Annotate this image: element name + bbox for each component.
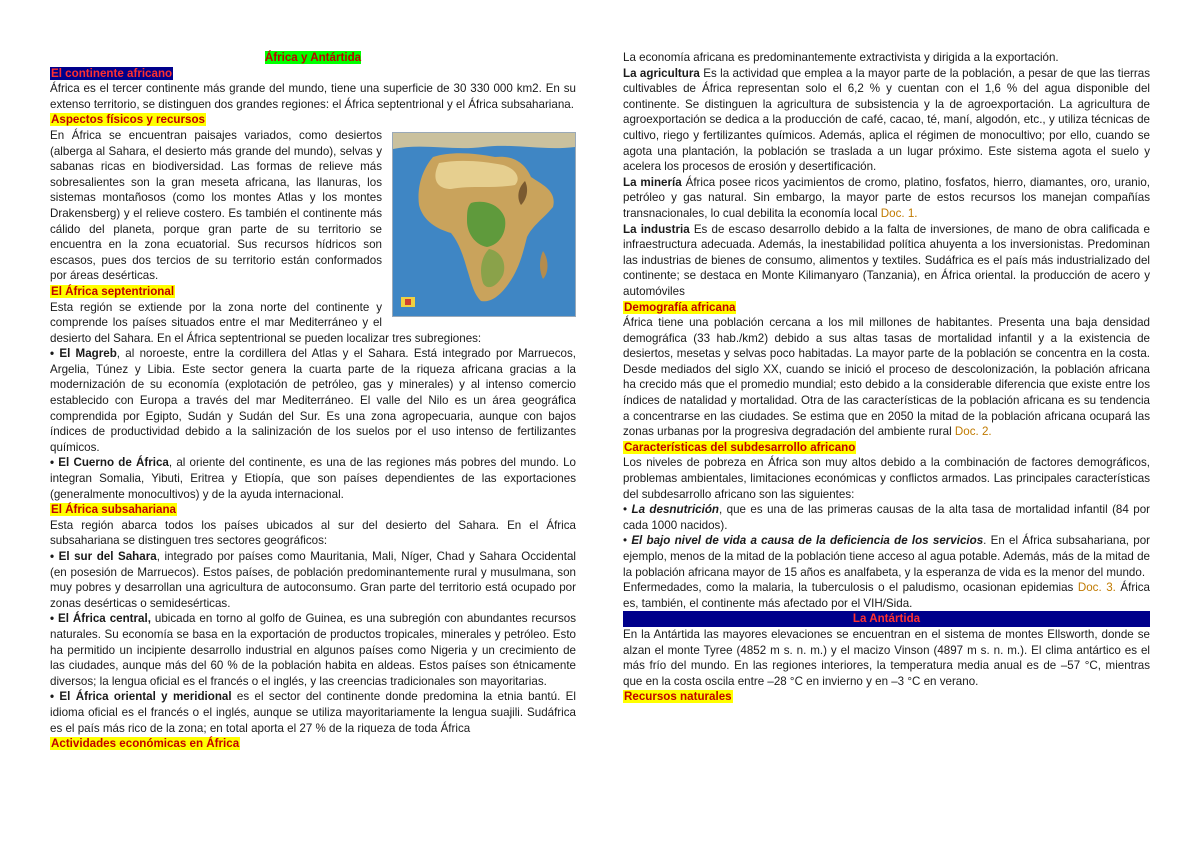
heading-aspectos: Aspectos físicos y recursos — [51, 113, 206, 127]
paragraph-enfermedades: Enfermedades, como la malaria, la tuberculosis o el paludismo, ocasionan epidemias Doc. 3. África es, también, el continente más afectado por el VIH/Sida. — [623, 581, 1151, 610]
paragraph-mineria: La minería África posee ricos yacimientos de cromo, platino, fosfatos, hierro, diamantes, oro, uranio, petróleo y gas natural. Sin embargo, la mayor parte de estos recursos los manejan compañías transnacionales, lo cual debilita la economía local Doc. 1. — [623, 175, 1150, 220]
heading-recursos: Recursos naturales — [624, 690, 732, 704]
list-item: • El África central, ubicada en torno al golfo de Guinea, es una subregión con abundantes recursos naturales. Su economía se basa en la exportación de productos tropicales, minerales y petróleo. Esto ha permitido un incipiente desarrollo industrial en algunos países como Nigeria y un crecimiento de las ciudades, aunque más del 60 % de la población habita en aldeas. Estos países son étnicamente diversos; la lengua oficial es el francés o el inglés, y las creencias tradicionales son mayoritarias. — [50, 612, 577, 688]
title-block — [50, 50, 576, 66]
list-item: • El sur del Sahara, integrado por países como Mauritania, Mali, Níger, Chad y Sahara Occidental (en posesión de Marruecos). Estos países, de población predominantemente rural y musulmana, son muy pobres y desarrollan una agricultura de autoconsumo. Gran parte del territorio está ocupado por zonas desérticas o semidesérticas. — [50, 550, 576, 610]
heading-actividades: Actividades económicas en África — [51, 737, 240, 751]
doc-reference: Doc. 2. — [954, 425, 992, 439]
left-column — [50, 50, 576, 752]
paragraph-subdesarrollo: Los niveles de pobreza en África son muy altos debido a la combinación de factores demográficos, problemas ambientales, limitaciones económicas y conflictos armados. Las principales características del subdesarrollo africano son las siguientes: — [623, 456, 1150, 501]
heading-subdesarrollo: Características del subdesarrollo africano — [624, 440, 856, 454]
paragraph-economia: La economía africana es predominantemente extractivista y dirigida a la exportación. — [623, 51, 1059, 64]
list-item: • La desnutrición, que es una de las primeras causas de la alta tasa de mortalidad infantil (84 por cada 1000 nacidos). — [623, 503, 1150, 532]
list-item: • El África oriental y meridional es el sector del continente donde predomina la etnia bantú. El idioma oficial es el francés o el inglés, aunque se utiliza mayoritariamente la lengua suajili. Sudáfrica es el país más rico de la zona; en total aporta el 27 % de la riqueza de toda África — [50, 690, 576, 735]
paragraph-intro: África es el tercer continente más grande del mundo, tiene una superficie de 30 330 000 km2. En su extenso territorio, se distinguen dos grandes regiones: el África septentrional y el África subsahariana. — [50, 82, 576, 111]
doc-reference: Doc. 3. — [1077, 581, 1116, 595]
list-item: • El bajo nivel de vida a causa de la deficiencia de los servicios. En el África subsahariana, por ejemplo, menos de la mitad de la población tiene acceso al agua potable. Además, más de la mitad de la población africana mayor de 15 años es analfabeta, y la esperanza de vida es la menor del mundo. — [623, 534, 1151, 579]
heading-antartida: La Antártida — [623, 611, 1150, 627]
document-title: África y Antártida — [264, 51, 362, 64]
heading-septentrional: El África septentrional — [51, 284, 175, 298]
list-item: • El Magreb, al noroeste, entre la cordillera del Atlas y el Sahara. Está integrado por Marruecos, Argelia, Túnez y Libia. Este sector genera la cuarta parte de la riqueza africana gracias a la modernización de su economía (explotación de petróleo, gas y minerales) y al intenso comercio establecido con Europa a través del mar Mediterráneo. El valle del Nilo es un área geográfica comprendida por Egipto, Sudán y Sudán del Sur. Es una zona agropecuaria, aunque con bajos índices de productividad debido a la salinización de los suelos por el uso intenso de fertilizantes químicos. — [50, 347, 576, 454]
paragraph-agricultura: La agricultura Es la actividad que emplea a la mayor parte de la población, a pesar de que las tierras cultivables de África representan solo el 6,2 % y cuentan con el 1,6 % del agua disponible del continente. Se distinguen la agricultura de subsistencia y la de agroexportación. La agricultura de agroexportación se dedica a la producción de café, cacao, té, maní, algodón, etc., y utiliza técnicas de cultivo, riego y fertilizantes químicos. Además, aplica el régimen de monocultivo; por ello, cuando se agota una plantación, la población se traslada a un lugar próximo. Este sistema agota el suelo y acelera los procesos de erosión y desertificación. — [623, 66, 1151, 174]
paragraph-antartida: En la Antártida las mayores elevaciones se encuentran en el sistema de montes Ellsworth, donde se alzan el monte Tyree (4852 m s. n. m.) y el macizo Vinson (4897 m s. n. m.). El clima antártico es el más frío del mundo. En las regiones interiores, la temperatura media anual es de –57 °C, mientras que en la costa oscila entre –28 °C en invierno y en –3 °C en verano. — [623, 627, 1150, 688]
paragraph-aspectos: En África se encuentran paisajes variados, como desiertos (alberga al Sahara, el desierto más grande del mundo), selvas y sabanas ricas en biodiversidad. Las formas de relieve más sobresalientes son la gran meseta africana, las llanuras, los sistemas montañosos (como los montes Atlas y los montes Drakensberg) y el relieve costero. Es también el continente más cálido del planeta, porque gran parte de su territorio se encuentra en la zona ecuatorial. Sus recursos hídricos son escasos, pues dos tercios de su territorio están conformados por áreas desérticas. — [50, 128, 382, 283]
paragraph-demografia: África tiene una población cercana a los mil millones de habitantes. Presenta una baja densidad demográfica (33 hab./km2) debido a sus altas tasas de mortalidad infantil y a la existencia de desiertos, mesetas y selvas poco habitadas. La mayor parte de la población se concentra en la costa. Desde mediados del siglo XX, cuando se inició el proceso de descolonización, la población africana ha crecido más que el promedio mundial; esto debido a la considerable diferencia que existe entre los índices de natalidad y mortalidad. Otra de las características de la población africana es su tendencia a concentrarse en las ciudades. Se estima que en 2050 la mitad de la población africana ocupará las zonas urbanas por la progresiva degradación del ambiente rural Doc. 2. — [623, 316, 1150, 439]
paragraph-septentrional: Esta región se extiende por la zona norte del continente y comprende los países situados entre el mar Mediterráneo y el desierto del Sahara. En el África septentrional se pueden localizar tres subregiones: — [50, 300, 482, 345]
heading-subsahariana: El África subsahariana — [51, 503, 177, 517]
heading-continent: El continente africano — [51, 66, 173, 80]
paragraph-subsahariana: Esta región abarca todos los países ubicados al sur del desierto del Sahara. En el África subsahariana se distinguen tres sectores geográficos: — [50, 518, 576, 548]
doc-reference: Doc. 1. — [880, 206, 918, 220]
list-item: • El Cuerno de África, al oriente del continente, es una de las regiones más pobres del mundo. Lo integran Somalia, Yibuti, Eritrea y Etiopía, que son países dependientes de las exportaciones (generalmente monocultivos) y de la ayuda internacional. — [50, 456, 577, 501]
africa-map-image — [392, 132, 576, 317]
heading-demografia: Demografía africana — [624, 300, 736, 314]
paragraph-industria: La industria Es de escaso desarrollo debido a la falta de inversiones, de mano de obra calificada e infraestructura adecuada. Además, la inestabilidad política ahuyenta a los inversionistas. Predominan las industrias de bienes de consumo, alimentos y textiles. Sudáfrica es el país más industrializado del continente; se destaca en Monte Kilimanyaro (Tanzania), en África oriental. la producción de acero y automóviles — [623, 222, 1150, 298]
right-column — [623, 50, 1150, 705]
